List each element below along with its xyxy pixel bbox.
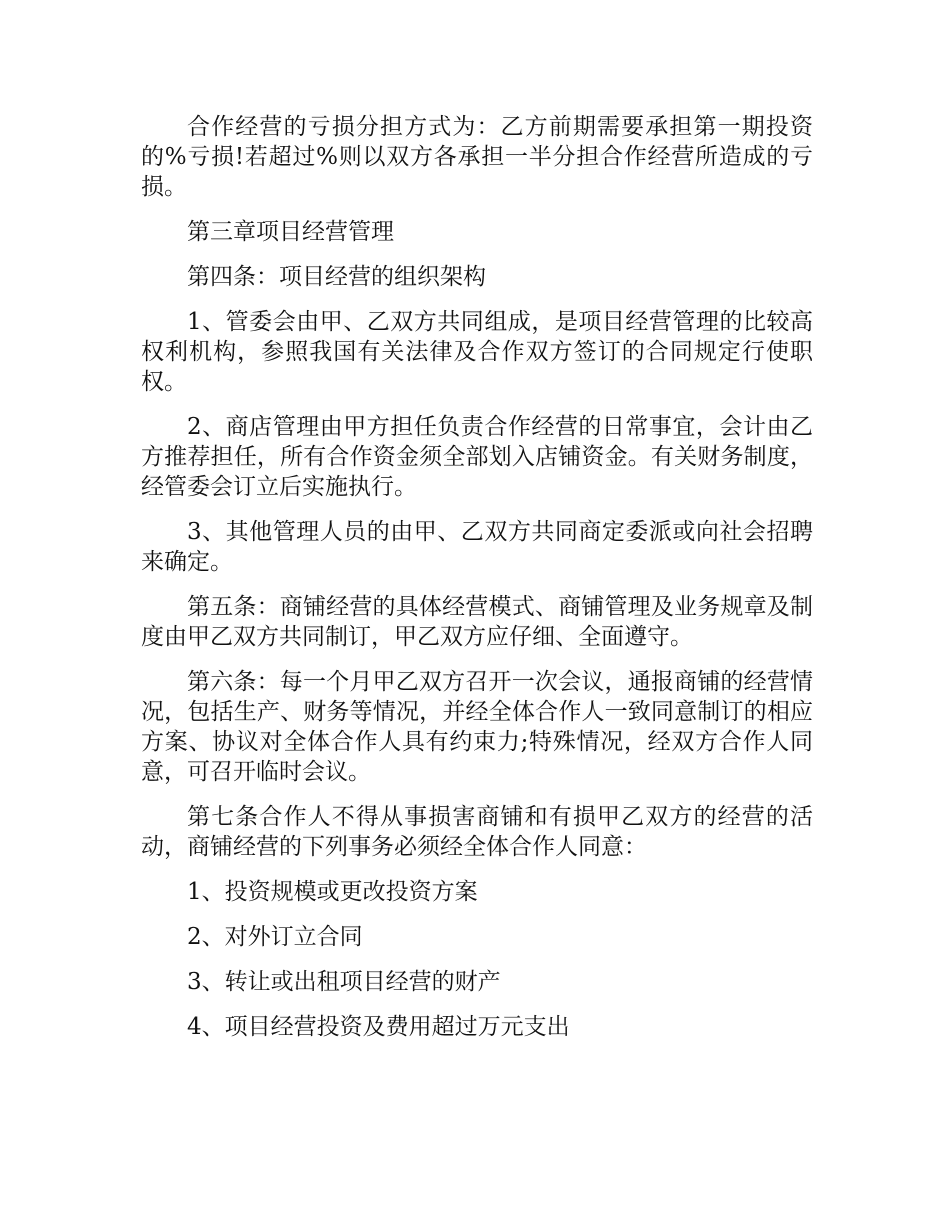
list-item: 1、管委会由甲、乙双方共同组成，是项目经营管理的比较高权利机构，参照我国有关法律及合作双方签订的合同规定行使职权。 [141,309,813,395]
article-7-paragraph: 第七条合作人不得从事损害商铺和有损甲乙双方的经营的活动，商铺经营的下列事务必须经全体合作人同意： [141,804,813,860]
article-5-paragraph: 第五条：商铺经营的具体经营模式、商铺管理及业务规章及制度由甲乙双方共同制订，甲乙双方应仔细、全面遵守。 [141,594,813,650]
list-item: 1、投资规模或更改投资方案 [187,879,478,905]
list-item: 2、商店管理由甲方担任负责合作经营的日常事宜，会计由乙方推荐担任，所有合作资金须全部划入店铺资金。有关财务制度，经管委会订立后实施执行。 [141,414,813,500]
document-body [141,112,813,1057]
list-item: 4、项目经营投资及费用超过万元支出 [187,1014,570,1040]
list-item: 3、转让或出租项目经营的财产 [187,969,501,995]
list-item: 2、对外订立合同 [187,924,363,950]
paragraph-loss-sharing: 合作经营的亏损分担方式为：乙方前期需要承担第一期投资的%亏损!若超过%则以双方各承担一半分担合作经营所造成的亏损。 [141,114,813,200]
chapter-heading: 第三章项目经营管理 [187,219,394,245]
list-item: 3、其他管理人员的由甲、乙双方共同商定委派或向社会招聘来确定。 [141,519,813,575]
article-4-heading: 第四条：项目经营的组织架构 [187,264,486,290]
article-6-paragraph: 第六条：每一个月甲乙双方召开一次会议，通报商铺的经营情况，包括生产、财务等情况，并经全体合作人一致同意制订的相应方案、协议对全体合作人具有约束力;特殊情况，经双方合作人同意，可召开临时会议。 [141,669,813,785]
